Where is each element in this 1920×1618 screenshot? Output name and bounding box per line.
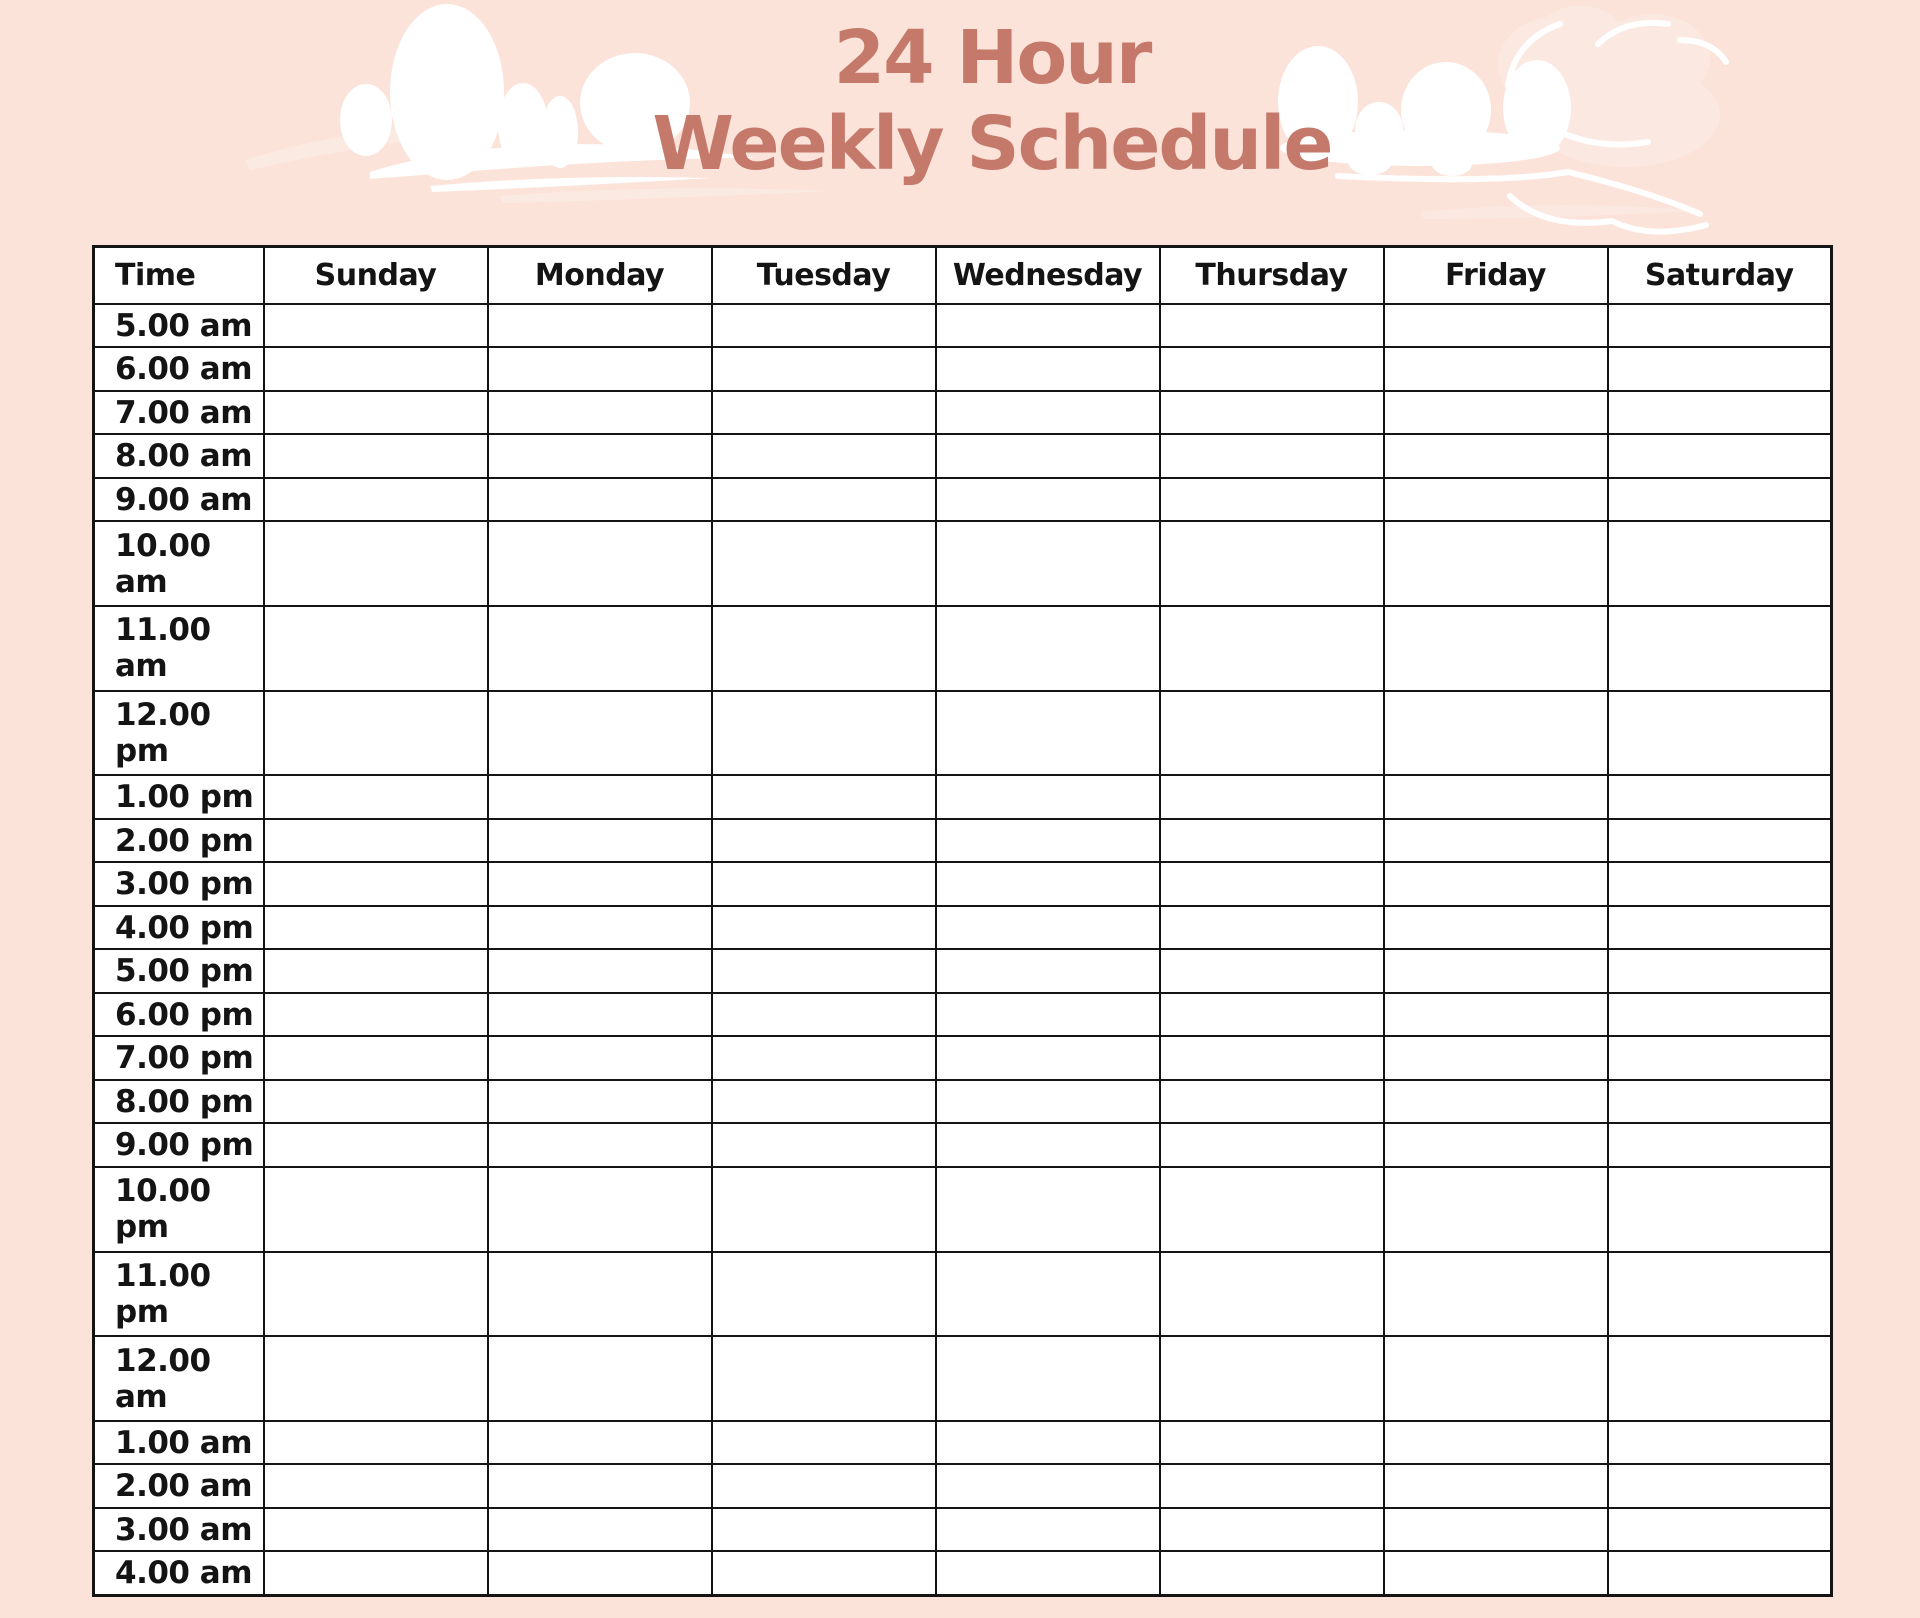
schedule-cell[interactable] (1160, 819, 1384, 862)
schedule-cell[interactable] (1160, 1508, 1384, 1551)
schedule-cell[interactable] (1384, 1080, 1608, 1123)
schedule-cell[interactable] (1384, 1252, 1608, 1337)
schedule-cell[interactable] (488, 1421, 712, 1464)
schedule-cell[interactable] (488, 478, 712, 521)
schedule-cell[interactable] (1160, 1252, 1384, 1337)
table-row (94, 1167, 1832, 1252)
table-row (94, 1508, 1832, 1551)
schedule-cell[interactable] (264, 1252, 488, 1337)
schedule-cell[interactable] (712, 993, 936, 1036)
schedule-cell[interactable] (1608, 949, 1832, 992)
schedule-cell[interactable] (936, 1464, 1160, 1507)
table-row (94, 1252, 1832, 1337)
schedule-cell[interactable] (712, 1551, 936, 1595)
schedule-cell[interactable] (712, 434, 936, 477)
schedule-cell[interactable] (1608, 521, 1832, 606)
schedule-cell[interactable] (1160, 775, 1384, 818)
column-header-thursday: Thursday (1160, 247, 1384, 305)
schedule-cell[interactable] (936, 1167, 1160, 1252)
header-row (94, 247, 1832, 305)
schedule-cell[interactable] (1384, 521, 1608, 606)
schedule-cell[interactable] (1384, 1421, 1608, 1464)
schedule-cell[interactable] (712, 304, 936, 347)
time-label: 9.00 am (94, 478, 264, 521)
schedule-cell[interactable] (488, 304, 712, 347)
schedule-cell[interactable] (1384, 1336, 1608, 1421)
schedule-cell[interactable] (488, 691, 712, 776)
schedule-cell[interactable] (712, 819, 936, 862)
schedule-cell[interactable] (936, 862, 1160, 905)
column-header-wednesday: Wednesday (936, 247, 1160, 305)
table-row (94, 521, 1832, 606)
table-row (94, 819, 1832, 862)
schedule-cell[interactable] (1160, 434, 1384, 477)
schedule-cell[interactable] (712, 1036, 936, 1079)
time-label: 11.00 pm (94, 1252, 264, 1337)
schedule-cell[interactable] (488, 347, 712, 390)
table-row (94, 862, 1832, 905)
schedule-cell[interactable] (712, 862, 936, 905)
schedule-cell[interactable] (264, 1336, 488, 1421)
schedule-cell[interactable] (488, 1080, 712, 1123)
schedule-cell[interactable] (1160, 478, 1384, 521)
time-label: 12.00 am (94, 1336, 264, 1421)
schedule-cell[interactable] (712, 1508, 936, 1551)
schedule-cell[interactable] (1608, 691, 1832, 776)
schedule-cell[interactable] (936, 434, 1160, 477)
schedule-cell[interactable] (488, 1036, 712, 1079)
time-label: 8.00 am (94, 434, 264, 477)
schedule-cell[interactable] (1608, 1036, 1832, 1079)
title-line-1: 24 Hour (833, 15, 1151, 101)
time-label: 2.00 pm (94, 819, 264, 862)
schedule-cell[interactable] (264, 1167, 488, 1252)
time-label: 8.00 pm (94, 1080, 264, 1123)
schedule-cell[interactable] (936, 775, 1160, 818)
schedule-cell[interactable] (1384, 862, 1608, 905)
schedule-cell[interactable] (1608, 1080, 1832, 1123)
schedule-cell[interactable] (1384, 1123, 1608, 1166)
table-row (94, 478, 1832, 521)
schedule-cell[interactable] (712, 1336, 936, 1421)
column-header-monday: Monday (488, 247, 712, 305)
schedule-cell[interactable] (488, 1167, 712, 1252)
schedule-cell[interactable] (936, 906, 1160, 949)
time-label: 10.00 am (94, 521, 264, 606)
schedule-cell[interactable] (1160, 347, 1384, 390)
schedule-cell[interactable] (1608, 906, 1832, 949)
schedule-cell[interactable] (1384, 775, 1608, 818)
schedule-cell[interactable] (264, 906, 488, 949)
schedule-cell[interactable] (712, 1252, 936, 1337)
schedule-cell[interactable] (264, 434, 488, 477)
weekly-schedule-table (92, 245, 1833, 1597)
time-label: 12.00 pm (94, 691, 264, 776)
title-line-2: Weekly Schedule (652, 100, 1332, 187)
schedule-cell[interactable] (1160, 906, 1384, 949)
schedule-cell[interactable] (488, 949, 712, 992)
schedule-cell[interactable] (712, 521, 936, 606)
schedule-cell[interactable] (1608, 304, 1832, 347)
schedule-cell[interactable] (712, 347, 936, 390)
schedule-cell[interactable] (1160, 1036, 1384, 1079)
schedule-cell[interactable] (1160, 304, 1384, 347)
schedule-cell[interactable] (1160, 1551, 1384, 1595)
schedule-cell[interactable] (1160, 1167, 1384, 1252)
time-label: 9.00 pm (94, 1123, 264, 1166)
schedule-cell[interactable] (1384, 304, 1608, 347)
schedule-cell[interactable] (1160, 391, 1384, 434)
table-row (94, 775, 1832, 818)
schedule-cell[interactable] (488, 819, 712, 862)
schedule-cell[interactable] (264, 691, 488, 776)
table-row (94, 1080, 1832, 1123)
schedule-cell[interactable] (936, 1336, 1160, 1421)
schedule-cell[interactable] (1608, 1464, 1832, 1507)
schedule-cell[interactable] (936, 304, 1160, 347)
table-row (94, 347, 1832, 390)
schedule-cell[interactable] (488, 1336, 712, 1421)
schedule-cell[interactable] (936, 691, 1160, 776)
schedule-cell[interactable] (712, 1123, 936, 1166)
schedule-cell[interactable] (264, 521, 488, 606)
schedule-cell[interactable] (936, 1421, 1160, 1464)
schedule-cell[interactable] (712, 1464, 936, 1507)
schedule-cell[interactable] (1608, 478, 1832, 521)
column-header-sunday: Sunday (264, 247, 488, 305)
schedule-cell[interactable] (936, 347, 1160, 390)
schedule-cell[interactable] (1160, 1464, 1384, 1507)
schedule-cell[interactable] (264, 347, 488, 390)
schedule-cell[interactable] (936, 391, 1160, 434)
time-label: 2.00 am (94, 1464, 264, 1507)
table-row (94, 1336, 1832, 1421)
time-label: 5.00 pm (94, 949, 264, 992)
schedule-cell[interactable] (936, 1252, 1160, 1337)
time-label: 6.00 pm (94, 993, 264, 1036)
schedule-cell[interactable] (936, 1508, 1160, 1551)
schedule-cell[interactable] (936, 478, 1160, 521)
schedule-cell[interactable] (1608, 434, 1832, 477)
schedule-cell[interactable] (936, 606, 1160, 691)
schedule-cell[interactable] (936, 1036, 1160, 1079)
time-label: 7.00 pm (94, 1036, 264, 1079)
table-row (94, 1551, 1832, 1595)
schedule-cell[interactable] (264, 775, 488, 818)
schedule-cell[interactable] (264, 391, 488, 434)
column-header-friday: Friday (1384, 247, 1608, 305)
schedule-cell[interactable] (712, 1167, 936, 1252)
time-label: 5.00 am (94, 304, 264, 347)
schedule-cell[interactable] (1384, 1551, 1608, 1595)
schedule-cell[interactable] (264, 478, 488, 521)
schedule-cell[interactable] (1608, 1123, 1832, 1166)
schedule-cell[interactable] (712, 906, 936, 949)
schedule-cell[interactable] (1384, 606, 1608, 691)
schedule-cell[interactable] (712, 478, 936, 521)
schedule-cell[interactable] (712, 775, 936, 818)
time-label: 1.00 pm (94, 775, 264, 818)
schedule-cell[interactable] (488, 1252, 712, 1337)
table-row (94, 1123, 1832, 1166)
schedule-cell[interactable] (1608, 1421, 1832, 1464)
schedule-cell[interactable] (488, 993, 712, 1036)
schedule-cell[interactable] (488, 521, 712, 606)
time-label: 7.00 am (94, 391, 264, 434)
time-label: 6.00 am (94, 347, 264, 390)
schedule-cell[interactable] (488, 862, 712, 905)
schedule-cell[interactable] (936, 993, 1160, 1036)
schedule-cell[interactable] (264, 949, 488, 992)
table-row (94, 391, 1832, 434)
time-label: 11.00 am (94, 606, 264, 691)
table-row (94, 691, 1832, 776)
schedule-cell[interactable] (1160, 1421, 1384, 1464)
schedule-cell[interactable] (488, 1123, 712, 1166)
schedule-cell[interactable] (1384, 1464, 1608, 1507)
schedule-cell[interactable] (264, 819, 488, 862)
schedule-cell[interactable] (264, 1421, 488, 1464)
schedule-cell[interactable] (1384, 906, 1608, 949)
schedule-cell[interactable] (1384, 1036, 1608, 1079)
schedule-cell[interactable] (1608, 1167, 1832, 1252)
schedule-cell[interactable] (1160, 691, 1384, 776)
schedule-cell[interactable] (488, 775, 712, 818)
schedule-cell[interactable] (1608, 775, 1832, 818)
table-row (94, 906, 1832, 949)
time-label: 3.00 am (94, 1508, 264, 1551)
schedule-cell[interactable] (936, 949, 1160, 992)
table-row (94, 1421, 1832, 1464)
schedule-cell[interactable] (488, 606, 712, 691)
schedule-cell[interactable] (264, 993, 488, 1036)
schedule-cell[interactable] (712, 1421, 936, 1464)
schedule-cell[interactable] (264, 1080, 488, 1123)
schedule-cell[interactable] (264, 862, 488, 905)
schedule-cell[interactable] (712, 949, 936, 992)
schedule-cell[interactable] (1608, 347, 1832, 390)
schedule-cell[interactable] (488, 391, 712, 434)
schedule-cell[interactable] (1384, 434, 1608, 477)
schedule-cell[interactable] (1608, 1508, 1832, 1551)
schedule-cell[interactable] (936, 1551, 1160, 1595)
schedule-cell[interactable] (712, 606, 936, 691)
schedule-cell[interactable] (264, 606, 488, 691)
schedule-cell[interactable] (1384, 691, 1608, 776)
schedule-cell[interactable] (1608, 1551, 1832, 1595)
schedule-cell[interactable] (936, 521, 1160, 606)
schedule-cell[interactable] (1384, 347, 1608, 390)
schedule-cell[interactable] (1160, 521, 1384, 606)
schedule-cell[interactable] (712, 691, 936, 776)
column-header-saturday: Saturday (1608, 247, 1832, 305)
schedule-cell[interactable] (1160, 1336, 1384, 1421)
schedule-cell[interactable] (264, 1123, 488, 1166)
schedule-cell[interactable] (488, 1508, 712, 1551)
schedule-cell[interactable] (1608, 391, 1832, 434)
schedule-cell[interactable] (488, 906, 712, 949)
time-label: 4.00 am (94, 1551, 264, 1595)
schedule-cell[interactable] (936, 1080, 1160, 1123)
schedule-cell[interactable] (264, 1551, 488, 1595)
schedule-cell[interactable] (264, 1508, 488, 1551)
schedule-cell[interactable] (264, 1464, 488, 1507)
schedule-cell[interactable] (1160, 1123, 1384, 1166)
column-header-time: Time (94, 247, 264, 305)
schedule-cell[interactable] (1608, 993, 1832, 1036)
schedule-cell[interactable] (1160, 949, 1384, 992)
schedule-cell[interactable] (1384, 478, 1608, 521)
schedule-cell[interactable] (488, 1551, 712, 1595)
time-label: 3.00 pm (94, 862, 264, 905)
schedule-cell[interactable] (488, 1464, 712, 1507)
schedule-cell[interactable] (1384, 949, 1608, 992)
schedule-cell[interactable] (1160, 862, 1384, 905)
table-row (94, 1464, 1832, 1507)
table-row (94, 606, 1832, 691)
schedule-cell[interactable] (1384, 1508, 1608, 1551)
schedule-cell[interactable] (488, 434, 712, 477)
schedule-cell[interactable] (1384, 819, 1608, 862)
schedule-cell[interactable] (1384, 391, 1608, 434)
table-row (94, 434, 1832, 477)
schedule-cell[interactable] (936, 1123, 1160, 1166)
table-row (94, 1036, 1832, 1079)
schedule-cell[interactable] (1160, 993, 1384, 1036)
schedule-cell[interactable] (1608, 1336, 1832, 1421)
schedule-cell[interactable] (1608, 862, 1832, 905)
schedule-cell[interactable] (1608, 819, 1832, 862)
column-header-tuesday: Tuesday (712, 247, 936, 305)
schedule-cell[interactable] (264, 304, 488, 347)
schedule-cell[interactable] (712, 391, 936, 434)
table-row (94, 949, 1832, 992)
time-label: 10.00 pm (94, 1167, 264, 1252)
schedule-cell[interactable] (936, 819, 1160, 862)
schedule-cell[interactable] (1160, 606, 1384, 691)
table-row (94, 304, 1832, 347)
schedule-cell[interactable] (712, 1080, 936, 1123)
schedule-cell[interactable] (1608, 1252, 1832, 1337)
schedule-cell[interactable] (1608, 606, 1832, 691)
schedule-cell[interactable] (264, 1036, 488, 1079)
page-title (0, 16, 1920, 188)
time-label: 4.00 pm (94, 906, 264, 949)
schedule-cell[interactable] (1384, 993, 1608, 1036)
schedule-cell[interactable] (1160, 1080, 1384, 1123)
table-row (94, 993, 1832, 1036)
time-label: 1.00 am (94, 1421, 264, 1464)
schedule-cell[interactable] (1384, 1167, 1608, 1252)
